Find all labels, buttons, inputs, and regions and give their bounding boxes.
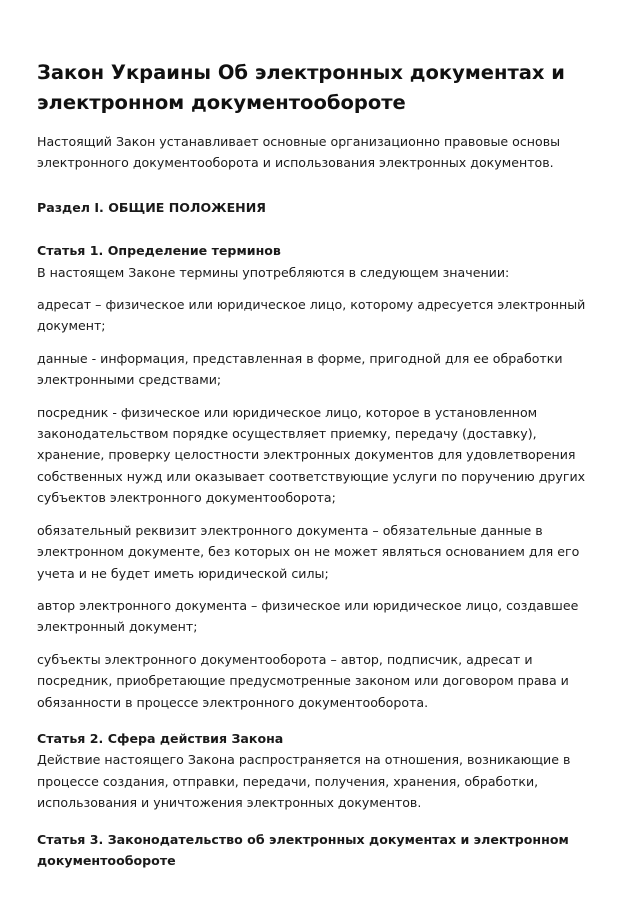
text-line: документ; — [37, 318, 106, 334]
text-line: процессе создания, отправки, передачи, получения, хранения, обработки, — [37, 773, 539, 789]
text-line: обязанности в процессе электронного документооборота. — [37, 694, 429, 710]
text-line: электронном документе, без которых он не может являться основанием для его — [37, 544, 580, 560]
article-3 — [37, 829, 617, 872]
text-line: субъектов электронного документооборота; — [37, 490, 336, 506]
text-line: адресат – физическое или юридическое лицо, которому адресуется электронный — [37, 297, 586, 313]
article-heading: Статья 3. Законодательство об электронных документах и электронном — [37, 831, 569, 847]
text-line: электронными средствами; — [37, 372, 222, 388]
text-line: субъекты электронного документооборота – автор, подписчик, адресат и — [37, 651, 533, 667]
section-heading: Раздел I. ОБЩИЕ ПОЛОЖЕНИЯ — [37, 199, 266, 215]
text-line: Настоящий Закон устанавливает основные организационно правовые основы — [37, 134, 561, 149]
text-line: посредник - физическое или юридическое лицо, которое в установленном — [37, 404, 538, 420]
text-line: Действие настоящего Закона распространяется на отношения, возникающие в — [37, 752, 571, 768]
text-line: электронного документооборота и использования электронных документов. — [37, 155, 554, 171]
definition-item — [37, 520, 617, 584]
definition-item — [37, 402, 617, 509]
text-line: обязательный реквизит электронного документа – обязательные данные в — [37, 522, 543, 538]
article-heading: Статья 2. Сфера действия Закона — [37, 730, 284, 746]
text-line: хранение, проверку целостности электронных документов для удовлетворения — [37, 447, 576, 463]
definition-item — [37, 294, 617, 337]
document — [37, 58, 617, 871]
text-line: использования и уничтожения электронных документов. — [37, 795, 422, 811]
article-heading: документообороте — [37, 852, 176, 868]
text-line: посредник, приобретающие предусмотренные законом или договором права и — [37, 673, 569, 689]
definition-item — [37, 348, 617, 391]
title-line: электронном документообороте — [37, 91, 406, 114]
document-title — [37, 58, 617, 118]
definition-item — [37, 649, 617, 713]
text-line: данные - информация, представленная в форме, пригодной для ее обработки — [37, 350, 563, 366]
text-line: учета и не будет иметь юридической силы; — [37, 565, 329, 581]
text-line: электронный документ; — [37, 619, 198, 635]
article-1 — [37, 240, 617, 713]
article-heading: Статья 1. Определение терминов — [37, 243, 281, 259]
definition-item — [37, 595, 617, 638]
text-line: собственных нужд или оказывает соответствующие услуги по поручению других — [37, 468, 586, 484]
article-2 — [37, 728, 617, 814]
article-lead: В настоящем Законе термины употребляются в следующем значении: — [37, 264, 510, 280]
definitions-list — [37, 294, 617, 713]
title-line: Закон Украины Об электронных документах и — [37, 61, 565, 84]
text-line: автор электронного документа – физическое или юридическое лицо, создавшее — [37, 597, 579, 613]
intro-paragraph — [37, 131, 617, 174]
text-line: законодательством порядке осуществляет приемку, передачу (доставку), — [37, 426, 537, 442]
